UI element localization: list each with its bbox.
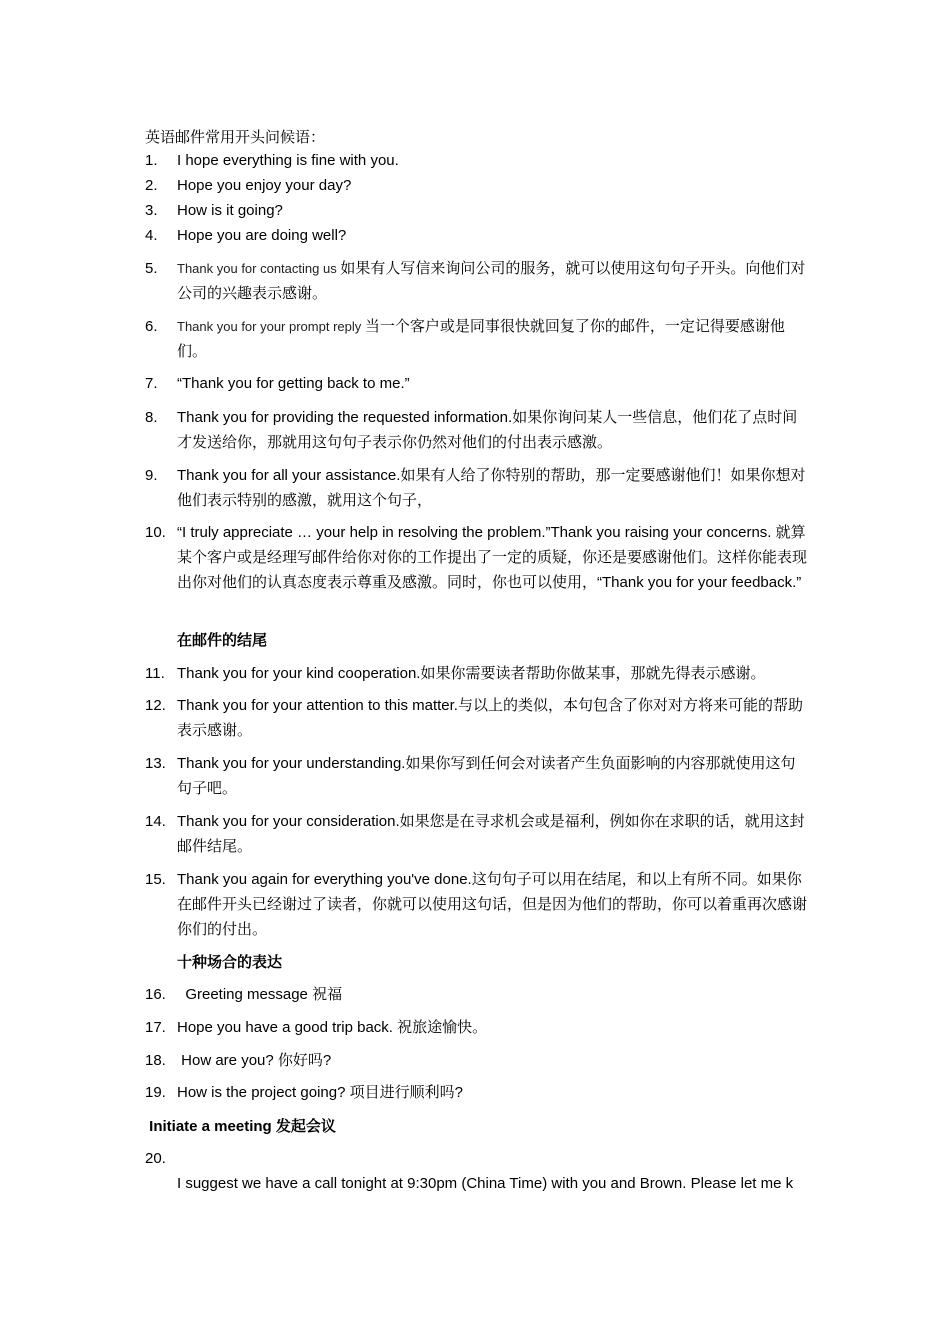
list-number: 5. bbox=[145, 260, 158, 277]
list-number: 9. bbox=[145, 467, 158, 484]
list-text: Greeting message 祝福 bbox=[177, 986, 343, 1003]
list-number: 10. bbox=[145, 524, 166, 541]
list-text-en: Thank you for your prompt reply bbox=[177, 319, 365, 334]
list-item-8 bbox=[145, 405, 810, 455]
list-item-15 bbox=[145, 867, 810, 942]
list-text: Thank you for providing the requested information.如果你询问某人一些信息，他们花了点时间才发送给你，那就用这句句子表示你仍然对他们的付出表示感激。 bbox=[177, 409, 798, 451]
list-item-2 bbox=[145, 173, 810, 198]
list-item-14 bbox=[145, 809, 810, 859]
list-number: 4. bbox=[145, 227, 158, 244]
list-item-1 bbox=[145, 148, 810, 173]
list-text: Thank you for your attention to this matter.与以上的类似，本句包含了你对对方将来可能的帮助表示感谢。 bbox=[177, 697, 803, 739]
list-text: Hope you have a good trip back. 祝旅途愉快。 bbox=[177, 1019, 488, 1036]
list-text: Thank you for your consideration.如果您是在寻求机会或是福利，例如你在求职的话，就用这封邮件结尾。 bbox=[177, 813, 805, 855]
list-text: How is the project going? 项目进行顺利吗? bbox=[177, 1084, 463, 1101]
list-item-12 bbox=[145, 693, 810, 743]
list-number: 18. bbox=[145, 1052, 166, 1069]
list-number: 6. bbox=[145, 318, 158, 335]
list-text: “Thank you for getting back to me.” bbox=[177, 375, 410, 392]
list-item-11 bbox=[145, 661, 810, 686]
list-number: 15. bbox=[145, 871, 166, 888]
list-text: I suggest we have a call tonight at 9:30pm (China Time) with you and Brown. Please let me k bbox=[177, 1175, 794, 1192]
list-text: Thank you again for everything you've done.这句句子可以用在结尾，和以上有所不同。如果你在邮件开头已经谢过了读者，你就可以使用这句话，但是因为他们的帮助，你可以着重再次感谢你们的付出。 bbox=[177, 871, 808, 938]
list-text-zh: 当一个客户或是同事很快就回复了你的邮件，一定记得要感谢他们。 bbox=[177, 318, 785, 360]
list-item-19 bbox=[145, 1080, 810, 1105]
list-item-7 bbox=[145, 371, 810, 396]
list-text: “I truly appreciate … your help in resolving the problem.”Thank you raising your concerns. 就算某个客户或是经理写邮件给你对你的工作提出了一定的质疑，你还是要感谢他们。这样你能表现出你对他们的认真态度表示尊重及感激。同时，你也可以使用，“Thank you for your feedback.” bbox=[177, 524, 808, 591]
list-item-5 bbox=[145, 256, 810, 306]
list-item-20-text bbox=[145, 1171, 810, 1196]
list-item-17 bbox=[145, 1015, 810, 1040]
list-text: Hope you are doing well? bbox=[177, 227, 347, 244]
list-text: I hope everything is fine with you. bbox=[177, 152, 399, 169]
list-text bbox=[177, 314, 810, 364]
list-text: Hope you enjoy your day? bbox=[177, 177, 352, 194]
list-number: 16. bbox=[145, 986, 166, 1003]
section-heading-ten: 十种场合的表达 bbox=[177, 954, 283, 971]
list-text: Thank you for your understanding.如果你写到任何会对读者产生负面影响的内容那就使用这句句子吧。 bbox=[177, 755, 796, 797]
list-number: 3. bbox=[145, 202, 158, 219]
list-text: How are you? 你好吗? bbox=[177, 1052, 332, 1069]
list-number: 20. bbox=[145, 1150, 166, 1167]
list-number: 17. bbox=[145, 1019, 166, 1036]
list-text bbox=[177, 256, 810, 306]
list-number: 2. bbox=[145, 177, 158, 194]
list-number: 12. bbox=[145, 697, 166, 714]
list-text: How is it going? bbox=[177, 202, 283, 219]
list-item-4 bbox=[145, 223, 810, 248]
section-heading-closing: 在邮件的结尾 bbox=[177, 632, 268, 649]
list-item-9 bbox=[145, 463, 810, 513]
list-number: 13. bbox=[145, 755, 166, 772]
list-text: Thank you for your kind cooperation.如果你需要读者帮助你做某事，那就先得表示感谢。 bbox=[177, 665, 766, 682]
list-item-18 bbox=[145, 1048, 810, 1073]
list-text: Thank you for all your assistance.如果有人给了你特别的帮助，那一定要感谢他们！如果你想对他们表示特别的感激，就用这个句子， bbox=[177, 467, 806, 509]
list-number: 7. bbox=[145, 375, 158, 392]
list-number: 14. bbox=[145, 813, 166, 830]
list-number: 8. bbox=[145, 409, 158, 426]
list-number: 19. bbox=[145, 1084, 166, 1101]
list-item-3 bbox=[145, 198, 810, 223]
list-text-en: Thank you for contacting us bbox=[177, 261, 341, 276]
list-text-zh: 如果有人写信来询问公司的服务，就可以使用这句句子开头。向他们对公司的兴趣表示感谢。 bbox=[177, 260, 806, 302]
list-item-10 bbox=[145, 520, 810, 595]
list-item-6 bbox=[145, 314, 810, 364]
list-number: 1. bbox=[145, 152, 158, 169]
section-heading-meeting: Initiate a meeting 发起会议 bbox=[145, 1118, 336, 1135]
intro-heading: 英语邮件常用开头问候语： bbox=[145, 129, 326, 146]
list-number: 11. bbox=[145, 665, 165, 682]
list-item-16 bbox=[145, 982, 810, 1007]
list-item-13 bbox=[145, 751, 810, 801]
